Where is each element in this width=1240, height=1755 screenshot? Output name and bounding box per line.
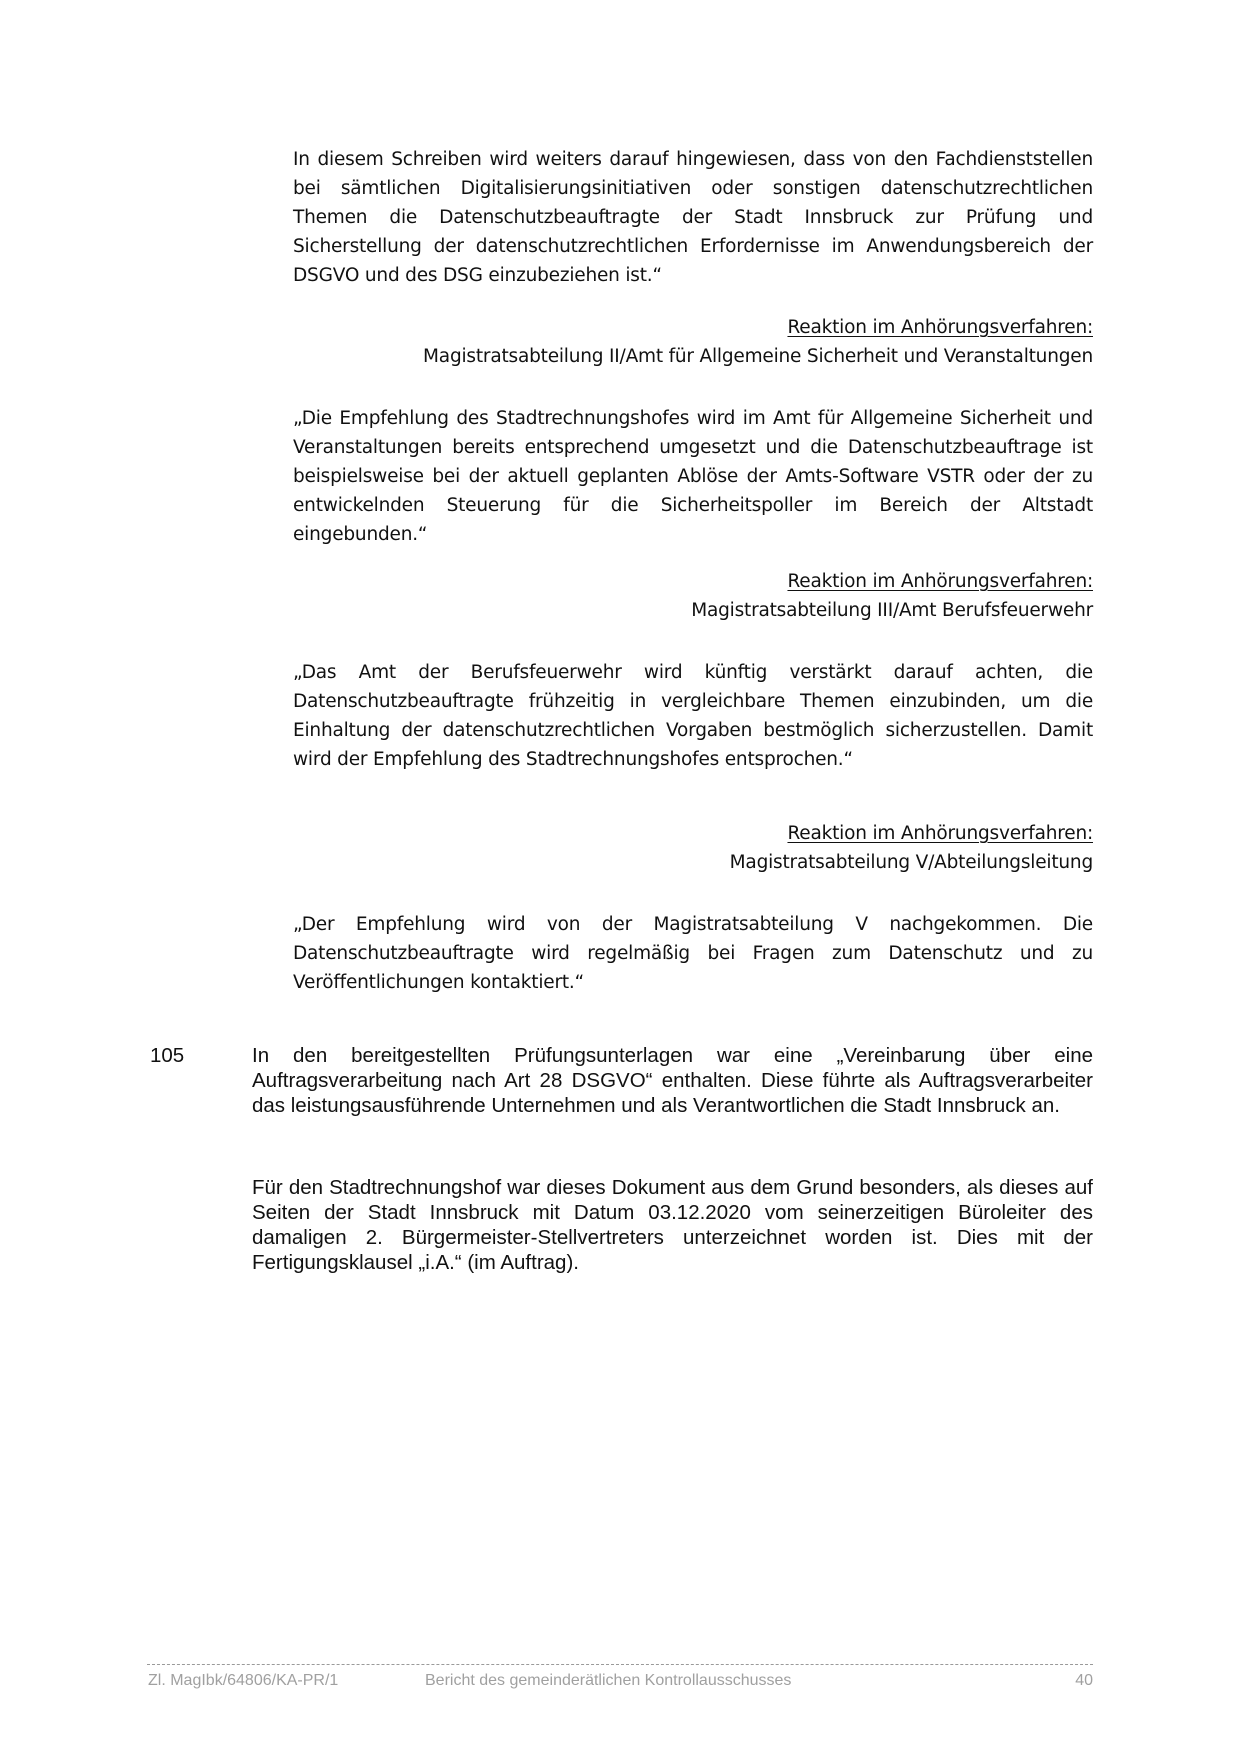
quote-text: In diesem Schreiben wird weiters darauf hingewiesen, dass von den Fachdienststellen bei sämtlichen Digitalisierungsinitiativen oder sonstigen datenschutzrechtlichen Themen die Datenschutzbeauftragte der Stadt Innsbruck zur Prüfung und Sicherstellung der datenschutzrechtlichen Erfordernisse im Anwendungsbereich der DSGVO und des DSG einzubeziehen ist.“ xyxy=(293,149,1093,286)
reaction-label: Reaktion im Anhörungsverfahren: xyxy=(787,317,1093,338)
reaction-department: Magistratsabteilung III/Amt Berufsfeuerwehr xyxy=(691,600,1093,621)
reaction-heading-ma3 xyxy=(691,567,1093,625)
quote-ma3-response xyxy=(293,658,1093,774)
reaction-label: Reaktion im Anhörungsverfahren: xyxy=(787,571,1093,592)
footer-reference: Zl. MagIbk/64806/KA-PR/1 xyxy=(148,1672,339,1689)
footer-divider xyxy=(147,1664,1093,1665)
paragraph-text: Für den Stadtrechnungshof war dieses Dokument aus dem Grund besonders, als dieses auf Seiten der Stadt Innsbruck mit Datum 03.12.2020 vom seinerzeitigen Büroleiter des damaligen 2. Bürgermeister-Stellvertreters unterzeichnet worden ist. Dies mit der Fertigungsklausel „i.A.“ (im Auftrag). xyxy=(252,1176,1093,1274)
reaction-heading-ma5 xyxy=(730,819,1093,877)
paragraph-text: In den bereitgestellten Prüfungsunterlagen war eine „Vereinbarung über eine Auftragsverarbeitung nach Art 28 DSGVO“ enthalten. Diese führte als Auftragsverarbeiter das leistungsausführende Unternehmen und als Verantwortlichen die Stadt Innsbruck an. xyxy=(252,1044,1093,1117)
reaction-department: Magistratsabteilung II/Amt für Allgemeine Sicherheit und Veranstaltungen xyxy=(423,346,1093,367)
quote-text: „Der Empfehlung wird von der Magistratsabteilung V nachgekommen. Die Datenschutzbeauftragte wird regelmäßig bei Fragen zum Datenschutz und zu Veröffentlichungen kontaktiert.“ xyxy=(293,914,1093,993)
quote-text: „Das Amt der Berufsfeuerwehr wird künftig verstärkt darauf achten, die Datenschutzbeauftragte frühzeitig in vergleichbare Themen einzubinden, um die Einhaltung der datenschutzrechtlichen Vorgaben bestmöglich sicherzustellen. Damit wird der Empfehlung des Stadtrechnungshofes entsprochen.“ xyxy=(293,662,1093,770)
quote-ma2-response xyxy=(293,404,1093,549)
quote-ma5-response xyxy=(293,910,1093,997)
paragraph-105-part-2 xyxy=(252,1175,1093,1275)
paragraph-105-part-1 xyxy=(252,1043,1093,1118)
paragraph-number: 105 xyxy=(150,1044,185,1067)
reaction-department: Magistratsabteilung V/Abteilungsleitung xyxy=(729,852,1093,873)
footer-title: Bericht des gemeinderätlichen Kontrollausschusses xyxy=(425,1672,792,1689)
page-number: 40 xyxy=(1075,1672,1093,1689)
reaction-heading-ma2 xyxy=(423,313,1093,371)
quote-text: „Die Empfehlung des Stadtrechnungshofes wird im Amt für Allgemeine Sicherheit und Veranstaltungen bereits entsprechend umgesetzt und die Datenschutzbeauftrage ist beispielsweise bei der aktuell geplanten Ablöse der Amts-Software VSTR oder der zu entwickelnden Steuerung für die Sicherheitspoller im Bereich der Altstadt eingebunden.“ xyxy=(293,408,1093,545)
reaction-label: Reaktion im Anhörungsverfahren: xyxy=(787,823,1093,844)
quote-letter-excerpt xyxy=(293,145,1093,290)
